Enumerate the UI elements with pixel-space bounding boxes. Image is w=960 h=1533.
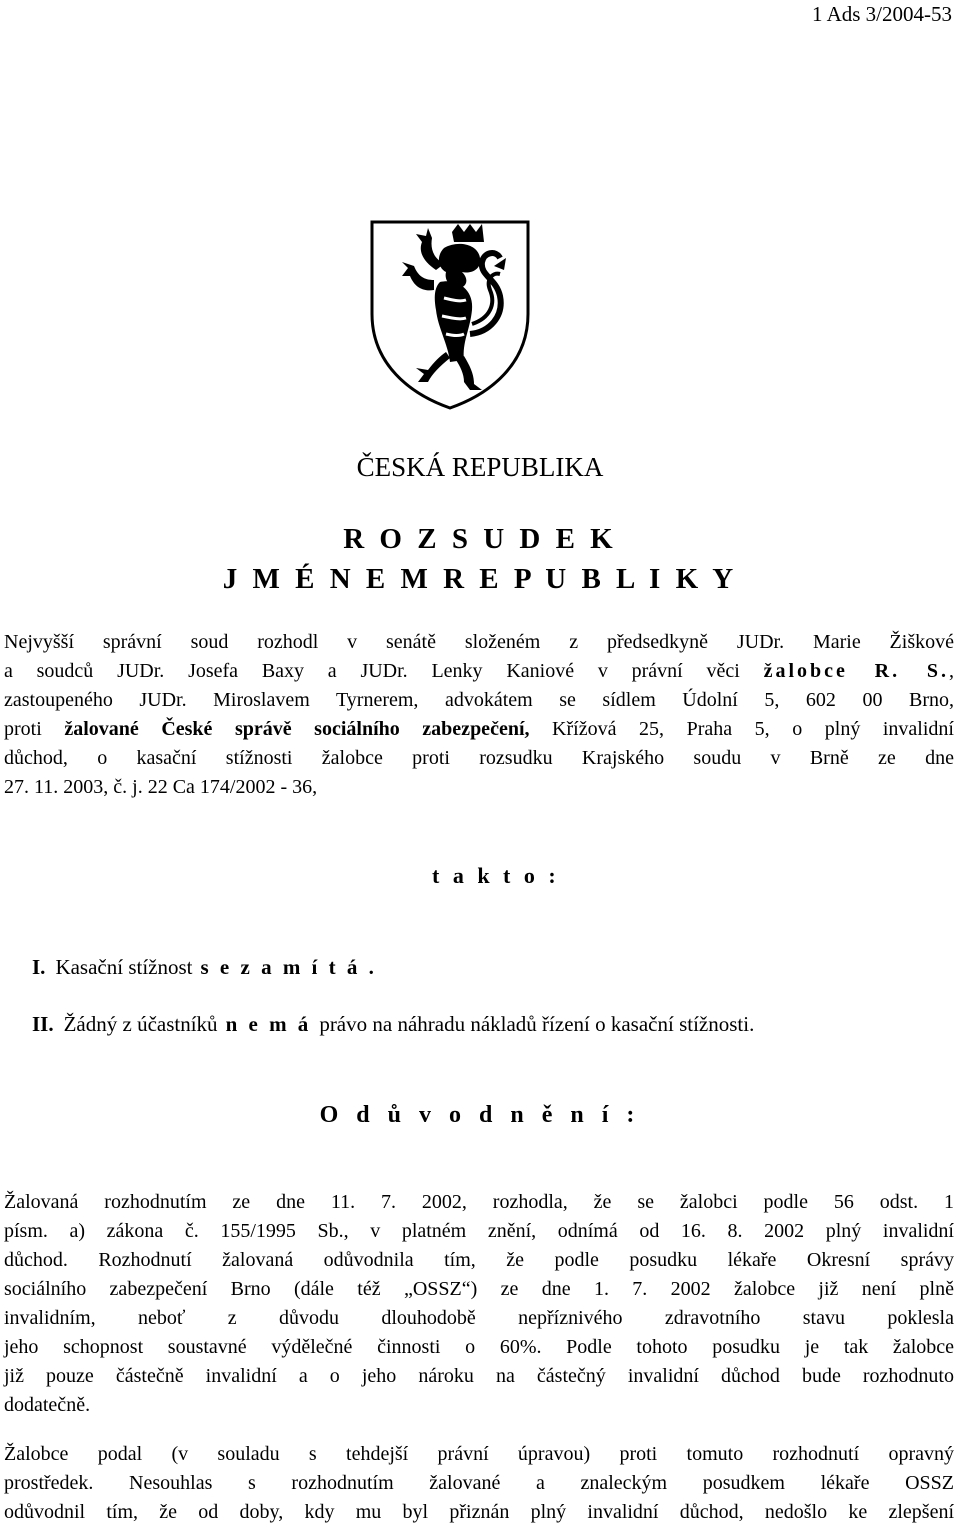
- intro-text: a soudců JUDr. Josefa Baxy a JUDr. Lenky Kaniové v právní věci: [4, 660, 764, 682]
- intro-text: Křížová 25, Praha 5, o plný invalidní: [529, 718, 954, 740]
- in-name-of-republic-heading: J M É N E M R E P U B L I K Y: [222, 563, 738, 595]
- verdict-text: právo na náhradu nákladů řízení o kasační stížnosti.: [319, 1012, 755, 1036]
- country-heading: ČESKÁ REPUBLIKA: [356, 452, 604, 482]
- intro-line: důchod, o kasační stížnosti žalobce proti rozsudku Krajského soudu v Brně ze dne: [4, 747, 954, 769]
- verdict-text: Kasační stížnost: [55, 955, 193, 979]
- intro-text: proti: [4, 718, 65, 740]
- verdict-text: Žádný z účastníků: [63, 1012, 218, 1036]
- verdict-number: I.: [32, 955, 46, 979]
- paragraph-line: prostředek. Nesouhlas s rozhodnutím žalované a znaleckým posudkem lékaře OSSZ: [4, 1472, 954, 1494]
- intro-line: Nejvyšší správní soud rozhodl v senátě složeném z předsedkyně JUDr. Marie Žiškové: [4, 631, 954, 653]
- takto-heading: t a k t o :: [432, 863, 560, 888]
- verdict-emphasis: n e m á: [225, 1012, 312, 1036]
- paragraph-line: písm. a) zákona č. 155/1995 Sb., v platném znění, odnímá od 16. 8. 2002 plný invalidní: [4, 1220, 954, 1242]
- verdict-number: II.: [32, 1012, 54, 1036]
- paragraph-line: jeho schopnost soustavné výdělečné činnosti o 60%. Podle tohoto posudku je tak žalobce: [4, 1336, 954, 1358]
- paragraph-line: dodatečně.: [4, 1394, 91, 1416]
- reasoning-paragraph-1: [4, 1188, 954, 1420]
- verdict-item-2: [32, 1012, 754, 1037]
- paragraph-line: důchod. Rozhodnutí žalovaná odůvodnila tím, že podle posudku lékaře Okresní správy: [4, 1249, 954, 1271]
- intro-line: [4, 715, 954, 744]
- intro-text: ,: [948, 660, 954, 682]
- verdict-emphasis: s e z a m í t á .: [200, 955, 377, 979]
- intro-line: zastoupeného JUDr. Miroslavem Tyrnerem, advokátem se sídlem Údolní 5, 602 00 Brno,: [4, 689, 954, 711]
- intro-paragraph: [4, 628, 954, 802]
- reasoning-paragraph-2: [4, 1440, 954, 1527]
- paragraph-line: odůvodnil tím, že od doby, kdy mu byl přiznán plný invalidní důchod, nedošlo ke zlepšení: [4, 1501, 954, 1523]
- paragraph-line: již pouze částečně invalidní a o jeho nároku na částečný invalidní důchod bude rozhodnuto: [4, 1365, 954, 1387]
- verdict-item-1: [32, 955, 385, 980]
- verdict-heading: R O Z S U D E K: [343, 523, 617, 555]
- plaintiff-name: žalobce R. S.: [763, 660, 949, 682]
- reasoning-heading: O d ů v o d n ě n í :: [319, 1102, 641, 1128]
- intro-line: [4, 657, 954, 686]
- paragraph-line: sociálního zabezpečení Brno (dále též „OSSZ“) ze dne 1. 7. 2002 žalobce již není plně: [4, 1278, 954, 1300]
- paragraph-line: Žalobce podal (v souladu s tehdejší právní úpravou) proti tomuto rozhodnutí opravný: [4, 1443, 954, 1465]
- defendant-name: žalované České správě sociálního zabezpečení,: [64, 718, 530, 740]
- paragraph-line: invalidním, neboť z důvodu dlouhodobě nepříznivého zdravotního stavu poklesla: [4, 1307, 954, 1329]
- case-number: 1 Ads 3/2004-53: [811, 2, 952, 26]
- state-coat-of-arms-icon: [366, 218, 534, 410]
- intro-line: 27. 11. 2003, č. j. 22 Ca 174/2002 - 36,: [4, 776, 318, 798]
- paragraph-line: Žalovaná rozhodnutím ze dne 11. 7. 2002, rozhodla, že se žalobci podle 56 odst. 1: [4, 1191, 954, 1213]
